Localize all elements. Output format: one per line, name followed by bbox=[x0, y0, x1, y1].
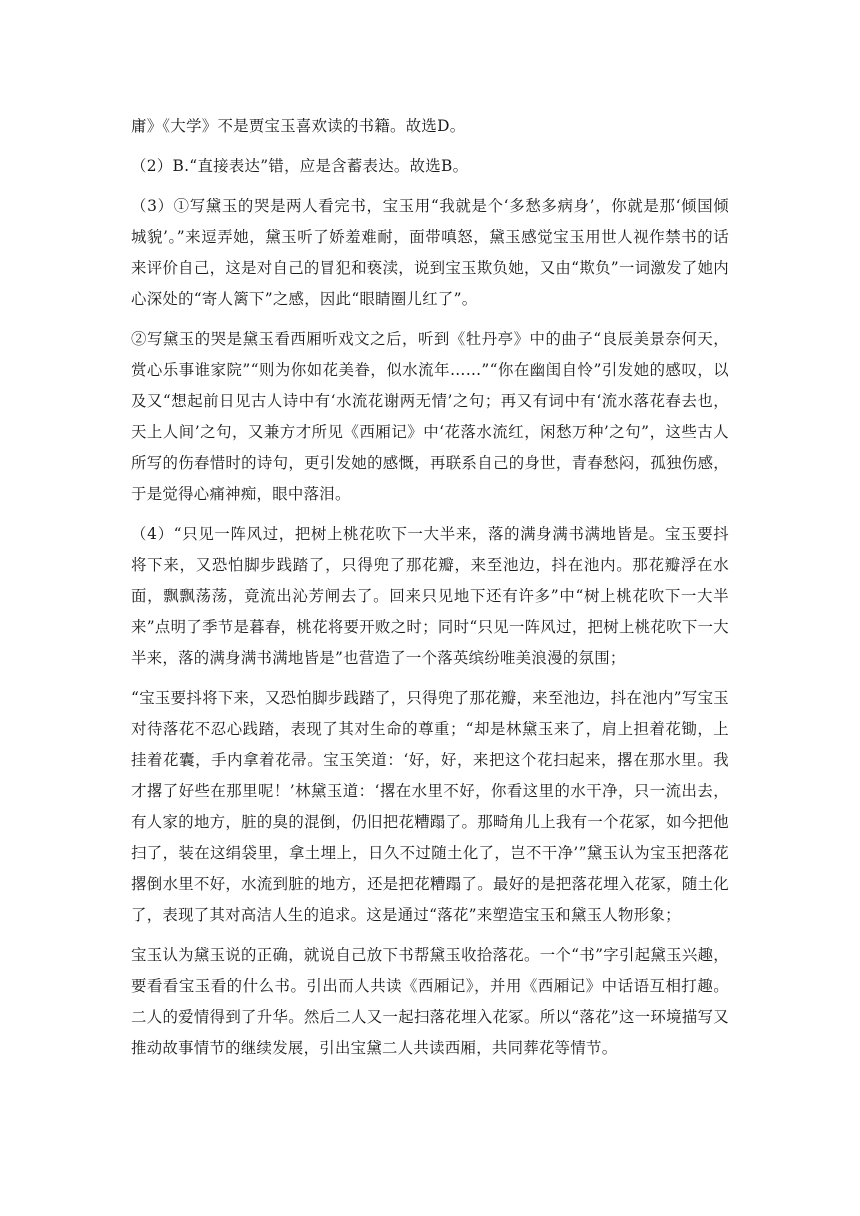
paragraph-answer-1-end: 庸》《大学》不是贾宝玉喜欢读的书籍。故选D。 bbox=[131, 117, 466, 135]
paragraph-answer-4-part-1: （4）“只见一阵风过，把树上桃花吹下一大半来，落的满身满书满地皆是。宝玉要抖将下来，又恐怕脚步践踏了，只得兜了那花瓣，来至池边，抖在池内。那花瓣浮在水面，飘飘荡荡，竟流出沁芳闸去了。回来只见地下还有许多”中“树上桃花吹下一大半来”点明了季节是暮春，桃花将要开败之时；同时“只见一阵风过，把树上桃花吹下一大半来，落的满身满书满地皆是”也营造了一个落英缤纷唯美浪漫的氛围； bbox=[131, 525, 729, 667]
paragraph-answer-2: （2）B.“直接表达”错，应是含蓄表达。故选B。 bbox=[131, 157, 469, 175]
paragraph-answer-3-part-2: ②写黛玉的哭是黛玉看西厢听戏文之后，听到《牡丹亭》中的曲子“良辰美景奈何天，赏心乐事谁家院”“则为你如花美眷，似水流年……”“你在幽闺自怜”引发她的感叹，以及又“想起前日见古人诗中有‘水流花谢两无情’之句；再又有词中有‘流水落花春去也，天上人间’之句，又兼方才所见《西厢记》中‘花落水流红，闲愁万种’之句”，这些古人所写的伤春惜时的诗句，更引发她的感慨，再联系自己的身世，青春愁闷，孤独伤感，于是觉得心痛神痴，眼中落泪。 bbox=[131, 330, 729, 503]
paragraph-answer-4-part-3: 宝玉认为黛玉说的正确，就说自己放下书帮黛玉收拾落花。一个“书”字引起黛玉兴趣，要看看宝玉看的什么书。引出而人共读《西厢记》，并用《西厢记》中话语互相打趣。二人的爱情得到了升华。然后二人又一起扫落花埋入花冢。所以“落花”这一环境描写又推动故事情节的继续发展，引出宝黛二人共读西厢，共同葬花等情节。 bbox=[131, 946, 729, 1057]
paragraph-answer-3-part-1: （3）①写黛玉的哭是两人看完书，宝玉用“我就是个‘多愁多病身’，你就是那‘倾国倾城貌’。”来逗弄她，黛玉听了娇羞难耐，面带嗔怒，黛玉感觉宝玉用世人视作禁书的话来评价自己，这是对自己的冒犯和亵渎，说到宝玉欺负她，又由“欺负”一词激发了她内心深处的“寄人篱下”之感，因此“眼睛圈儿红了”。 bbox=[131, 197, 729, 308]
document-body bbox=[131, 111, 729, 1064]
paragraph-answer-4-part-2: “宝玉要抖将下来，又恐怕脚步践踏了，只得兜了那花瓣，来至池边，抖在池内”写宝玉对待落花不忍心践踏，表现了其对生命的尊重；“却是林黛玉来了，肩上担着花锄，上挂着花囊，手内拿着花帚。宝玉笑道：‘好，好，来把这个花扫起来，撂在那水里。我才撂了好些在那里呢！’林黛玉道：‘撂在水里不好，你看这里的水干净，只一流出去，有人家的地方，脏的臭的混倒，仍旧把花糟蹋了。那畸角儿上我有一个花冢，如今把他扫了，装在这绢袋里，拿土埋上，日久不过随土化了，岂不干净’”黛玉认为宝玉把落花撂倒水里不好，水流到脏的地方，还是把花糟蹋了。最好的是把落花埋入花冢，随土化了，表现了其对高洁人生的追求。这是通过“落花”来塑造宝玉和黛玉人物形象； bbox=[131, 689, 729, 924]
